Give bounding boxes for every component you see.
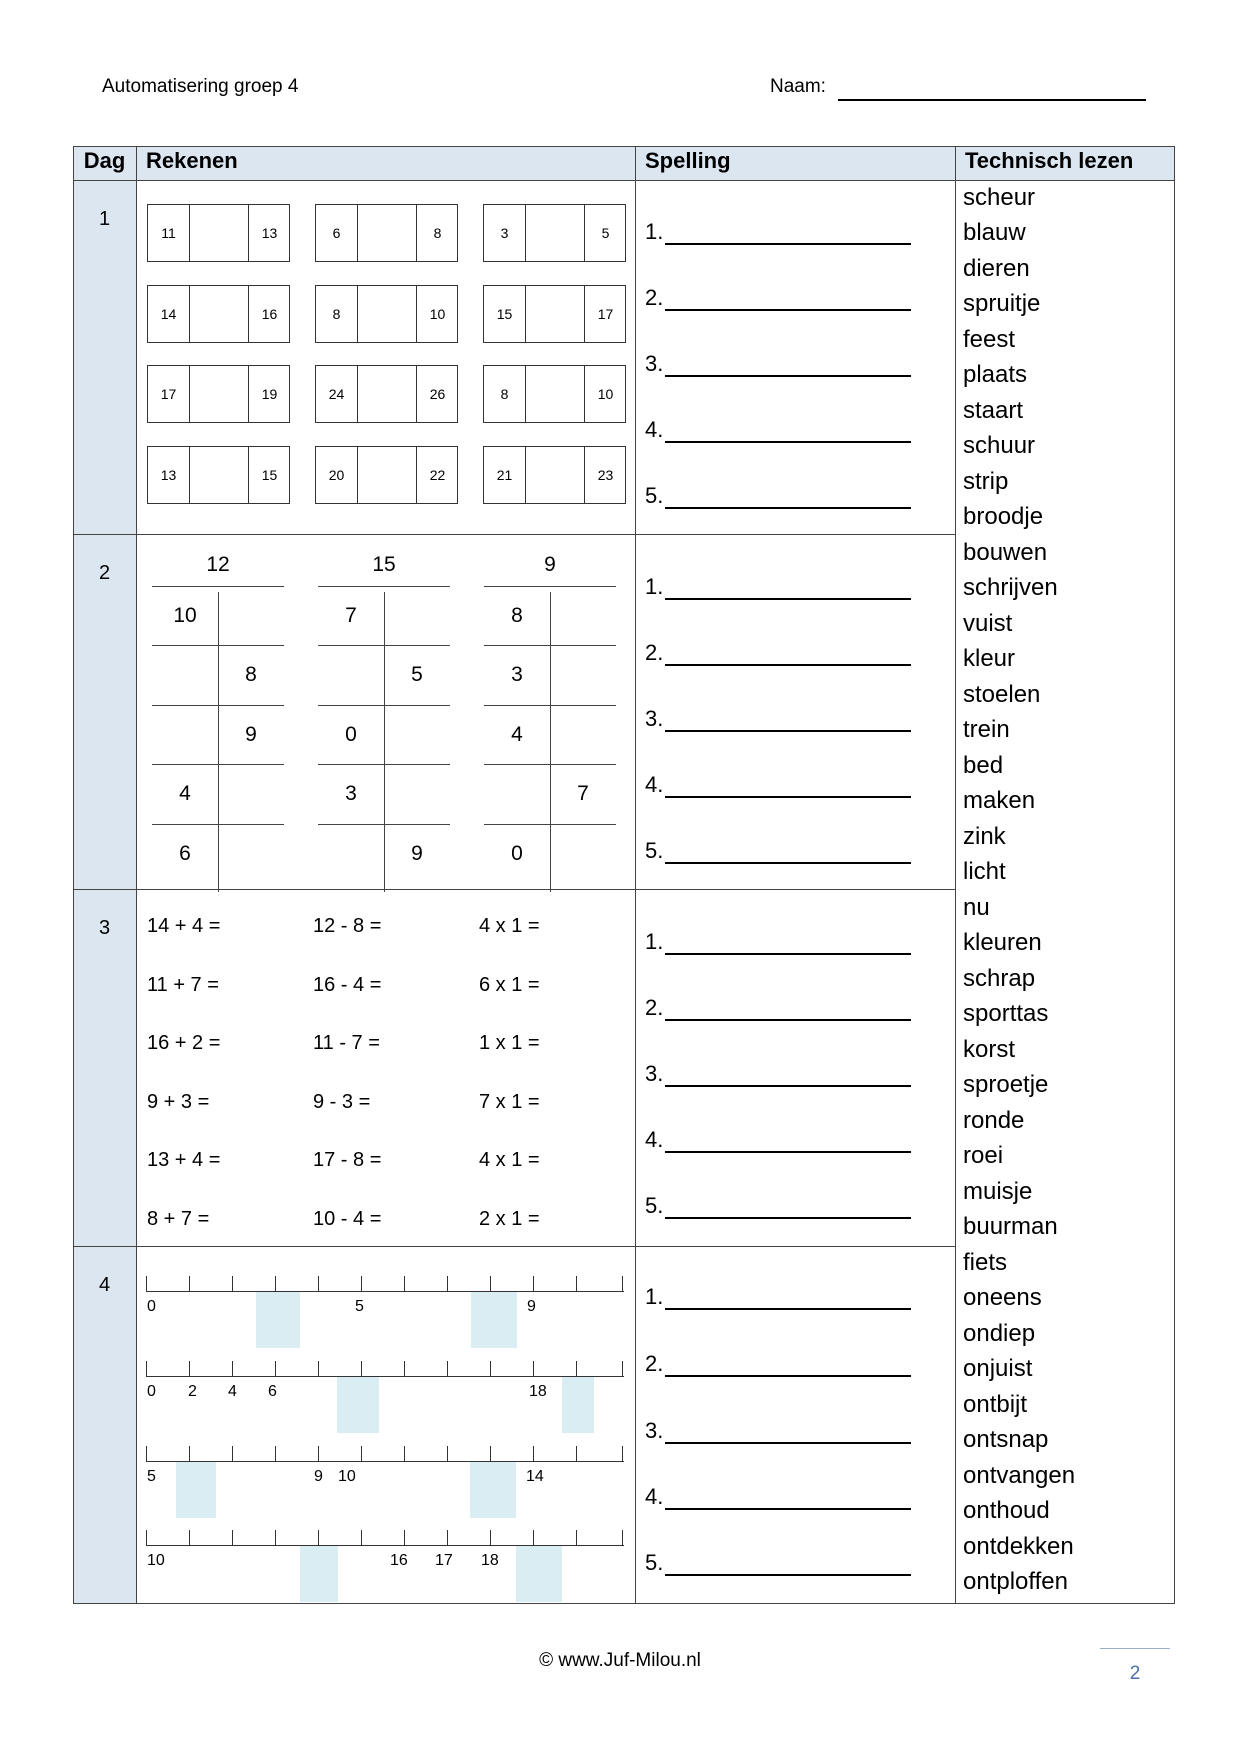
spelling-line[interactable]: 1. (645, 1284, 663, 1310)
number-box[interactable]: 13 15 (147, 446, 290, 504)
sum: 16 + 2 = (147, 1032, 221, 1054)
reading-word: ontsnap (963, 1426, 1049, 1453)
reading-word: ontvangen (963, 1462, 1076, 1489)
spelling-line[interactable]: 5. (645, 483, 663, 509)
number-box[interactable]: 8 10 (315, 285, 458, 343)
sum: 7 x 1 = (479, 1091, 540, 1113)
number-box[interactable]: 6 8 (315, 204, 458, 262)
reading-word: trein (963, 716, 1010, 743)
number-box[interactable]: 11 13 (147, 204, 290, 262)
reading-word: bouwen (963, 539, 1048, 566)
reading-word: muisje (963, 1178, 1033, 1205)
spelling-line[interactable]: 4. (645, 1127, 663, 1153)
day-number: 4 (73, 1246, 136, 1604)
spelling-line[interactable]: 2. (645, 285, 663, 311)
reading-word: fiets (963, 1249, 1008, 1276)
reading-word: feest (963, 326, 1016, 353)
sum: 14 + 4 = (147, 915, 221, 937)
header-spelling: Spelling (635, 146, 955, 180)
reading-word: ronde (963, 1107, 1025, 1134)
spelling-line[interactable]: 3. (645, 1061, 663, 1087)
reading-word: korst (963, 1036, 1016, 1063)
number-box[interactable]: 24 26 (315, 365, 458, 423)
spelling-line[interactable]: 2. (645, 995, 663, 1021)
spelling-line[interactable]: 2. (645, 640, 663, 666)
spelling-line[interactable]: 1. (645, 929, 663, 955)
header-dag: Dag (73, 146, 136, 180)
number-box[interactable]: 8 10 (483, 365, 626, 423)
reading-word: blauw (963, 219, 1026, 246)
spelling-line[interactable]: 2. (645, 1351, 663, 1377)
spelling-line[interactable]: 1. (645, 574, 663, 600)
reading-word: sproetje (963, 1071, 1049, 1098)
reading-word: zink (963, 823, 1006, 850)
worksheet-title: Automatisering groep 4 (102, 76, 299, 97)
name-label: Naam: (770, 76, 826, 97)
split-house: 15 7 5 0 3 9 (318, 553, 450, 863)
number-box[interactable]: 14 16 (147, 285, 290, 343)
spelling-line[interactable]: 4. (645, 417, 663, 443)
spelling-line[interactable]: 1. (645, 219, 663, 245)
sum: 11 + 7 = (147, 974, 219, 996)
number-box[interactable]: 17 19 (147, 365, 290, 423)
sum: 16 - 4 = (313, 974, 382, 996)
sum: 1 x 1 = (479, 1032, 540, 1054)
sum: 9 - 3 = (313, 1091, 371, 1113)
reading-word: ontbijt (963, 1391, 1028, 1418)
reading-word: sporttas (963, 1000, 1049, 1027)
number-box[interactable]: 21 23 (483, 446, 626, 504)
reading-word: schrap (963, 965, 1036, 992)
sum: 9 + 3 = (147, 1091, 210, 1113)
sum: 11 - 7 = (313, 1032, 380, 1054)
reading-word: broodje (963, 503, 1044, 530)
number-line: 10 16 17 18 (146, 1524, 624, 1550)
page-number-rule (1100, 1648, 1170, 1649)
reading-word: dieren (963, 255, 1030, 282)
reading-word: staart (963, 397, 1024, 424)
reading-word: nu (963, 894, 990, 921)
spelling-line[interactable]: 4. (645, 772, 663, 798)
reading-word: scheur (963, 184, 1036, 211)
reading-word: spruitje (963, 290, 1041, 317)
spelling-line[interactable]: 3. (645, 706, 663, 732)
number-line: 0 5 9 (146, 1270, 624, 1296)
reading-word: onthoud (963, 1497, 1050, 1524)
reading-word: ontploffen (963, 1568, 1068, 1595)
sum: 4 x 1 = (479, 915, 540, 937)
split-house: 9 8 3 4 7 0 (484, 553, 616, 863)
sum: 4 x 1 = (479, 1149, 540, 1171)
header-technisch-lezen: Technisch lezen (955, 146, 1175, 180)
reading-word: bed (963, 752, 1004, 779)
spelling-line[interactable]: 5. (645, 838, 663, 864)
spelling-line[interactable]: 5. (645, 1193, 663, 1219)
reading-word: vuist (963, 610, 1013, 637)
spelling-line[interactable]: 4. (645, 1484, 663, 1510)
spelling-line[interactable]: 3. (645, 1418, 663, 1444)
number-line: 0 2 4 6 18 (146, 1355, 624, 1381)
reading-word: buurman (963, 1213, 1058, 1240)
reading-word: stoelen (963, 681, 1041, 708)
day-number: 1 (73, 180, 136, 534)
name-line[interactable] (838, 99, 1146, 101)
reading-word: roei (963, 1142, 1004, 1169)
day-number: 3 (73, 889, 136, 1246)
reading-word: strip (963, 468, 1009, 495)
day-number: 2 (73, 534, 136, 889)
spelling-line[interactable]: 3. (645, 351, 663, 377)
number-box[interactable]: 15 17 (483, 285, 626, 343)
header-rekenen: Rekenen (136, 146, 635, 180)
sum: 12 - 8 = (313, 915, 382, 937)
number-box[interactable]: 3 5 (483, 204, 626, 262)
copyright-footer: © www.Juf-Milou.nl (539, 1650, 701, 1671)
split-house: 12 10 8 9 4 6 (152, 553, 284, 863)
sum: 8 + 7 = (147, 1208, 210, 1230)
reading-word: schuur (963, 432, 1036, 459)
number-box[interactable]: 20 22 (315, 446, 458, 504)
reading-word: ondiep (963, 1320, 1036, 1347)
reading-word: oneens (963, 1284, 1042, 1311)
reading-word: plaats (963, 361, 1028, 388)
page-number: 2 (1129, 1663, 1141, 1684)
reading-word: kleuren (963, 929, 1042, 956)
reading-word: licht (963, 858, 1006, 885)
reading-word: maken (963, 787, 1036, 814)
reading-word: ontdekken (963, 1533, 1074, 1560)
sum: 13 + 4 = (147, 1149, 221, 1171)
number-line: 5 9 10 14 (146, 1440, 624, 1466)
sum: 10 - 4 = (313, 1208, 382, 1230)
reading-word: schrijven (963, 574, 1058, 601)
reading-word: onjuist (963, 1355, 1033, 1382)
spelling-line[interactable]: 5. (645, 1550, 663, 1576)
reading-word: kleur (963, 645, 1016, 672)
sum: 17 - 8 = (313, 1149, 382, 1171)
sum: 2 x 1 = (479, 1208, 540, 1230)
sum: 6 x 1 = (479, 974, 540, 996)
